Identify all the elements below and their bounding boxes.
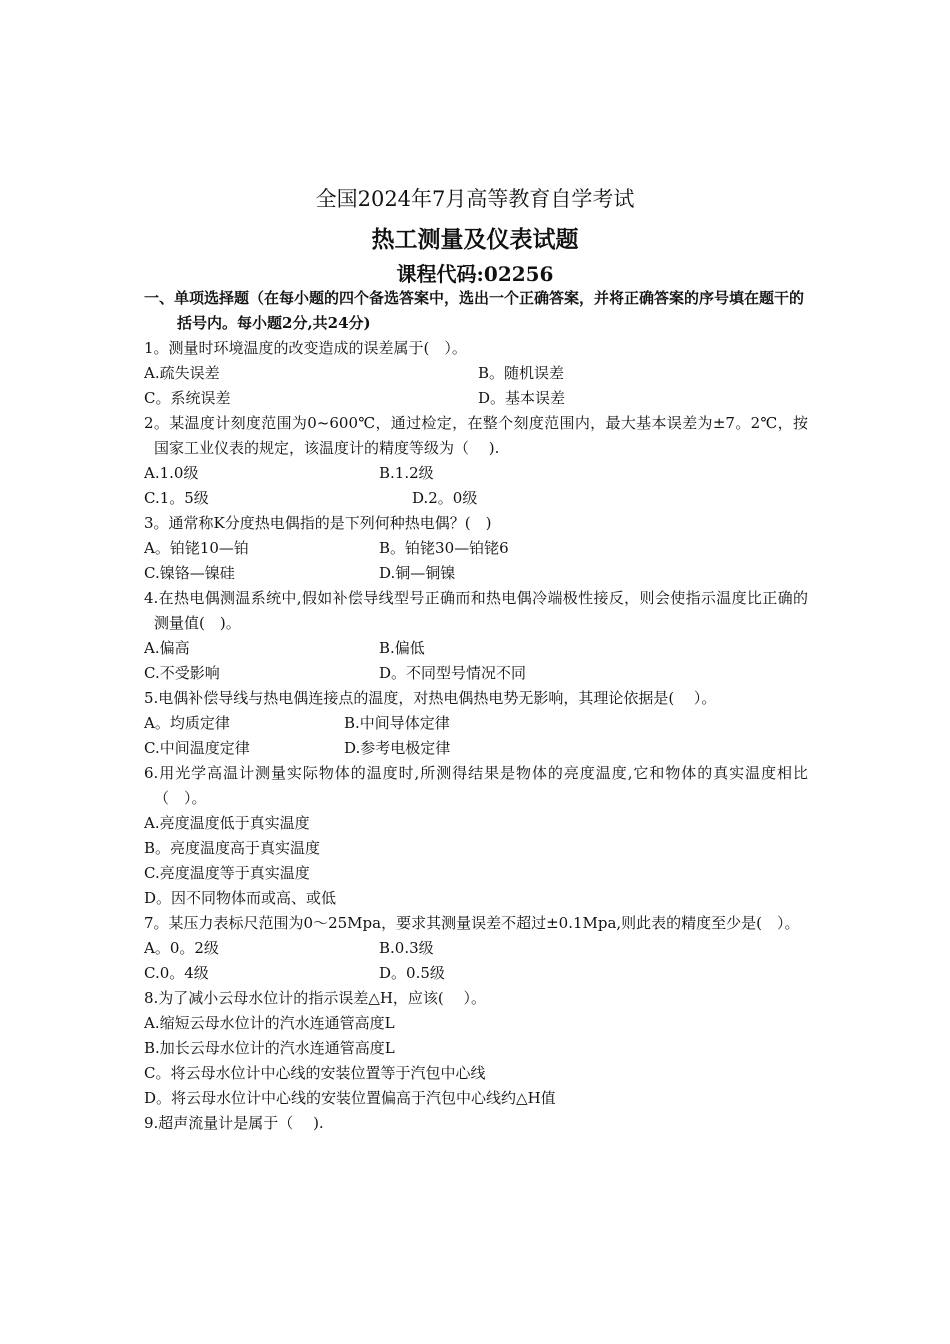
question-7-options-row-1 <box>144 936 808 961</box>
question-6-stem: 6.用光学高温计测量实际物体的温度时,所测得结果是物体的亮度温度,它和物体的真实温度相比（ ）。 <box>144 764 808 807</box>
question-3-options-row-1 <box>144 536 808 561</box>
exam-subject-title: 热工测量及仪表试题 <box>371 226 579 253</box>
option-c: C.镍铬—镍硅 <box>144 564 235 582</box>
option-b: B。铂铑30—铂铑6 <box>379 539 509 557</box>
question-8-stem: 8.为了减小云母水位计的指示误差△H，应该( ）。 <box>144 989 487 1007</box>
option-c: C.中间温度定律 <box>144 739 250 757</box>
option-b: B。亮度温度高于真实温度 <box>144 839 321 857</box>
question-4-stem: 4.在热电偶测温系统中,假如补偿导线型号正确而和热电偶冷端极性接反，则会使指示温度比正确的测量值( )。 <box>144 589 808 632</box>
question-7-options-row-2 <box>144 961 808 986</box>
question-4-options-row-2 <box>144 661 808 686</box>
exam-body <box>144 286 808 1136</box>
option-d: D。0.5级 <box>379 964 445 982</box>
option-a: A。0。2级 <box>144 939 219 957</box>
option-d: D。基本误差 <box>478 389 566 407</box>
option-d: D.2。0级 <box>412 489 478 507</box>
question-1-stem: 1。测量时环境温度的改变造成的误差属于( ）。 <box>144 339 467 357</box>
question-4-options-row-1 <box>144 636 808 661</box>
option-c: C。系统误差 <box>144 389 231 407</box>
exam-header: 全国2024年7月高等教育自学考试 <box>315 187 635 211</box>
option-b: B.中间导体定律 <box>344 714 450 732</box>
option-c: C.1。5级 <box>144 489 209 507</box>
option-c: C。将云母水位计中心线的安装位置等于汽包中心线 <box>144 1064 486 1082</box>
question-7-stem: 7。某压力表标尺范围为0～25Mpa，要求其测量误差不超过±0.1Mpa,则此表的精度至少是( ）。 <box>144 914 800 932</box>
option-d: D.参考电极定律 <box>344 739 451 757</box>
question-1-options-row-1 <box>144 361 808 386</box>
option-d: D。因不同物体而或高、或低 <box>144 889 337 907</box>
option-b: B.偏低 <box>379 639 425 657</box>
course-code: 课程代码:02256 <box>396 262 554 286</box>
option-a: A.1.0级 <box>144 464 199 482</box>
option-d: D.铜—铜镍 <box>379 564 456 582</box>
option-b: B.0.3级 <box>379 939 434 957</box>
option-c: C.不受影响 <box>144 664 220 682</box>
question-2-stem: 2。某温度计刻度范围为0~600℃，通过检定，在整个刻度范围内，最大基本误差为±7。2℃，按国家工业仪表的规定，该温度计的精度等级为（ ). <box>144 414 808 457</box>
option-d: D。将云母水位计中心线的安装位置偏高于汽包中心线约△H值 <box>144 1089 556 1107</box>
option-a: A.疏失误差 <box>144 364 220 382</box>
question-2-options-row-2 <box>144 486 808 511</box>
question-3-stem: 3。通常称K分度热电偶指的是下列何种热电偶？( ) <box>144 514 492 532</box>
question-5-options-row-1 <box>144 711 808 736</box>
question-5-options-row-2 <box>144 736 808 761</box>
option-c: C.0。4级 <box>144 964 209 982</box>
option-b: B.1.2级 <box>379 464 434 482</box>
section-heading: 一、单项选择题（在每小题的四个备选答案中，选出一个正确答案，并将正确答案的序号填在题干的括号内。每小题2分,共24分) <box>144 289 805 332</box>
question-9-stem: 9.超声流量计是属于（ ). <box>144 1114 324 1132</box>
question-1-options-row-2 <box>144 386 808 411</box>
option-a: A.亮度温度低于真实温度 <box>144 814 310 832</box>
option-a: A。铂铑10—铂 <box>144 539 249 557</box>
option-b: B.加长云母水位计的汽水连通管高度L <box>144 1039 395 1057</box>
option-b: B。随机误差 <box>478 364 565 382</box>
option-a: A.偏高 <box>144 639 190 657</box>
question-2-options-row-1 <box>144 461 808 486</box>
option-d: D。不同型号情况不同 <box>379 664 527 682</box>
option-a: A.缩短云母水位计的汽水连通管高度L <box>144 1014 395 1032</box>
question-3-options-row-2 <box>144 561 808 586</box>
option-a: A。均质定律 <box>144 714 230 732</box>
question-5-stem: 5.电偶补偿导线与热电偶连接点的温度，对热电偶热电势无影响，其理论依据是( ）。 <box>144 689 717 707</box>
option-c: C.亮度温度等于真实温度 <box>144 864 310 882</box>
